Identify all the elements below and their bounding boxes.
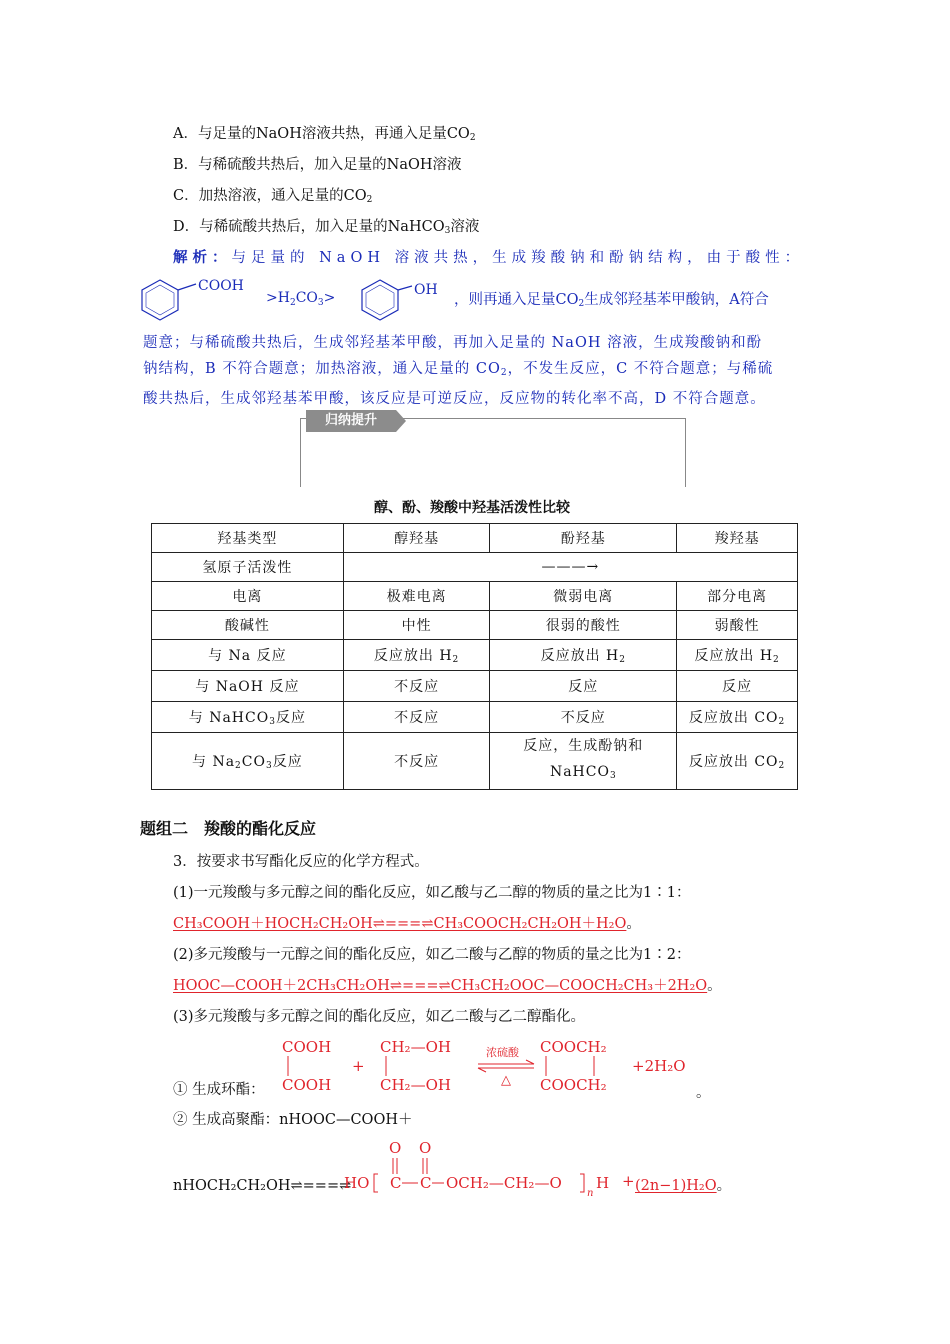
q3-part2: (2)多元羧酸与一元醇之间的酯化反应，如乙二酸与乙醇的物质的量之比为1∶2： xyxy=(173,947,691,963)
table-row xyxy=(152,702,798,733)
bracket-left xyxy=(374,1174,378,1192)
poly-label: ② 生成高聚酯：nHOOC—COOH＋ xyxy=(173,1112,413,1128)
header-cell: 羟基类型 xyxy=(152,524,344,553)
water-term: +2H₂O xyxy=(632,1057,686,1075)
poly-line2: nHOCH₂CH₂OH⇌===⇌ xyxy=(173,1178,352,1194)
table-row xyxy=(152,582,798,611)
option-c: C．加热溶液，通入足量的$CO_2$ xyxy=(173,188,373,205)
condition-top: 浓硫酸 xyxy=(486,1046,519,1059)
ring-ester-equation xyxy=(276,1034,706,1096)
table-row xyxy=(152,671,798,702)
q3-part1-answer: CH₃COOH＋HOCH₂CH₂OH⇌===⇌CH₃COOCH₂CH₂OH＋H₂O。 xyxy=(173,916,641,932)
row-label: 氢原子活泼性 xyxy=(152,553,344,582)
row-label: 与 NaHCO$_3$反应 xyxy=(152,702,344,733)
oxygen-top-1: O xyxy=(389,1139,402,1157)
q3-part1: (1)一元羧酸与多元醇之间的酯化反应，如乙酸与乙二醇的物质的量之比为1∶1： xyxy=(173,885,691,901)
row-label: 电离 xyxy=(152,582,344,611)
cooh-text: COOH xyxy=(198,278,244,294)
cooh-top: COOH xyxy=(282,1038,332,1056)
carbon-2: C xyxy=(420,1174,432,1192)
table-header-row xyxy=(152,524,798,553)
condition-bottom: △ xyxy=(501,1073,511,1088)
header-cell: 醇羟基 xyxy=(343,524,490,553)
h2co3-text: $>H_2CO_3>$ xyxy=(266,290,336,308)
product-bottom: COOCH₂ xyxy=(540,1076,607,1094)
polyester-formula xyxy=(342,1138,642,1200)
table-cell: 反应放出 $CO_2$ xyxy=(677,733,798,790)
table-cell: 很弱的酸性 xyxy=(490,611,677,640)
header-cell: 羧羟基 xyxy=(677,524,798,553)
table-row xyxy=(152,640,798,671)
ho-end: HO xyxy=(344,1174,370,1192)
table-cell: 弱酸性 xyxy=(677,611,798,640)
table-cell: 不反应 xyxy=(343,702,490,733)
ring-label: ① 生成环酯： xyxy=(173,1082,265,1098)
table-row xyxy=(152,611,798,640)
header-cell: 酚羟基 xyxy=(490,524,677,553)
table-cell: 反应放出 $H_2$ xyxy=(343,640,490,671)
chain-text: OCH₂—CH₂—O xyxy=(446,1174,562,1192)
option-d: D．与稀硫酸共热后，加入足量的NaHCO$_3$溶液 xyxy=(173,219,480,236)
ch2oh-top: CH₂—OH xyxy=(380,1038,451,1056)
table-cell: 中性 xyxy=(343,611,490,640)
table-cell: 反应 xyxy=(677,671,798,702)
table-cell: 部分电离 xyxy=(677,582,798,611)
table-cell: 反应放出 $CO_2$ xyxy=(677,702,798,733)
activity-arrow: ———→ xyxy=(343,553,797,582)
oh-text: OH xyxy=(414,282,438,298)
ring-end: 。 xyxy=(696,1085,711,1101)
table-cell: 微弱电离 xyxy=(490,582,677,611)
carbon-1: C xyxy=(390,1174,402,1192)
row-label: 与 Na 反应 xyxy=(152,640,344,671)
acidity-formula xyxy=(140,272,460,322)
row-label: 与 $Na_2CO_3$反应 xyxy=(152,733,344,790)
analysis-line2: ，则再通入足量$CO_2$生成邻羟基苯甲酸钠，A符合 xyxy=(454,292,769,309)
comparison-table xyxy=(151,523,798,790)
table-cell: 不反应 xyxy=(343,671,490,702)
plus-sign: + xyxy=(352,1057,365,1075)
section-title: 题组二 羧酸的酯化反应 xyxy=(140,819,317,838)
plus-sign: + xyxy=(622,1172,635,1190)
option-b: B．与稀硫酸共热后，加入足量的NaOH溶液 xyxy=(173,157,462,173)
cooh-bottom: COOH xyxy=(282,1076,332,1094)
table-cell: 反应放出 $H_2$ xyxy=(490,640,677,671)
question-3: 3．按要求书写酯化反应的化学方程式。 xyxy=(173,854,429,870)
benzoic-ring-icon xyxy=(142,280,196,320)
table-cell: 不反应 xyxy=(490,702,677,733)
product-top: COOCH₂ xyxy=(540,1038,607,1056)
table-cell: 极难电离 xyxy=(343,582,490,611)
row-label: 与 NaOH 反应 xyxy=(152,671,344,702)
analysis-line1: 解析：与足量的 NaOH 溶液共热，生成羧酸钠和酚钠结构，由于酸性： xyxy=(173,249,805,266)
repeat-n: n xyxy=(587,1188,594,1199)
oxygen-top-2: O xyxy=(419,1139,432,1157)
q3-part2-answer: HOOC—COOH＋2CH₃CH₂OH⇌===⇌CH₃CH₂OOC—COOCH₂CH₃＋2H₂O。 xyxy=(173,978,722,994)
table-cell: 反应放出 $H_2$ xyxy=(677,640,798,671)
phenol-ring-icon xyxy=(362,280,412,320)
summary-tag: 归纳提升 xyxy=(306,410,396,432)
table-title: 醇、酚、羧酸中羟基活泼性比较 xyxy=(374,500,570,516)
analysis-body: 题意；与稀硫酸共热后，生成邻羟基苯甲酸，再加入足量的 NaOH 溶液，生成羧酸钠和酚 钠结构，B 不符合题意；加热溶液，通入足量的 $CO_2$，不发生反应，C 不符合题意；与稀硫 酸共热后，生成邻羟基苯甲酸，该反应是可逆反应，反应物的转化率不高，D 不符合题意。 xyxy=(143,335,774,407)
q3-part3: (3)多元羧酸与多元醇之间的酯化反应，如乙二酸与乙二醇酯化。 xyxy=(173,1009,586,1025)
ch2oh-bottom: CH₂—OH xyxy=(380,1076,451,1094)
option-a: A．与足量的NaOH溶液共热，再通入足量$CO_2$ xyxy=(173,126,476,143)
poly-tail: (2n−1)H₂O。 xyxy=(635,1178,732,1194)
table-cell: 反应 xyxy=(490,671,677,702)
table-cell: 不反应 xyxy=(343,733,490,790)
row-label: 酸碱性 xyxy=(152,611,344,640)
h-end: H xyxy=(596,1174,610,1192)
table-row xyxy=(152,553,798,582)
table-row xyxy=(152,733,798,790)
bracket-right xyxy=(580,1174,584,1192)
table-cell: 反应，生成酚钠和 NaHCO$_3$ xyxy=(490,733,677,790)
